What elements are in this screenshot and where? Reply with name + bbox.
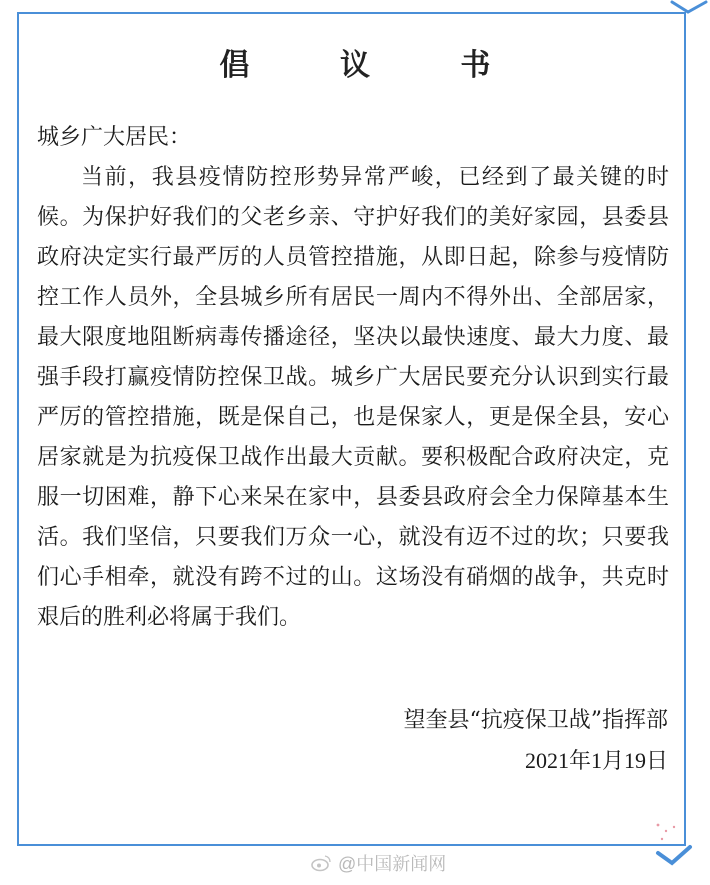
weibo-logo-icon: [310, 854, 332, 872]
document-title: 倡 议 书: [219, 48, 531, 83]
corner-decoration-top-right: [670, 0, 710, 14]
document-date: 2021年1月19日: [524, 748, 668, 773]
signature-organization: 望奎县“抗疫保卫战”指挥部: [403, 708, 668, 733]
corner-decoration-bottom-right: [650, 817, 700, 867]
document-body: 当前，我县疫情防控形势异常严峻，已经到了最关键的时候。为保护好我们的父老乡亲、守护好我们的美好家园，县委县政府决定实行最严厉的人员管控措施，从即日起，除参与疫情防控工作人员外，全县城乡所有居民一周内不得外出、全部居家，最大限度地阻断病毒传播途径，坚决以最快速度、最大力度、最强手段打赢疫情防控保卫战。城乡广大居民要充分认识到实行最严厉的管控措施，既是保自己，也是保家人，更是保全县，安心居家就是为抗疫保卫战作出最大贡献。要积极配合政府决定，克服一切困难，静下心来呆在家中，县委县政府会全力保障基本生活。我们坚信，只要我们万众一心，就没有迈不过的坎；只要我们心手相牵，就没有跨不过的山。这场没有硝烟的战争，共克时艰后的胜利必将属于我们。: [37, 165, 669, 630]
salutation: 城乡广大居民：: [37, 125, 192, 150]
watermark-text: @中国新闻网: [338, 854, 447, 874]
watermark: [310, 850, 446, 876]
